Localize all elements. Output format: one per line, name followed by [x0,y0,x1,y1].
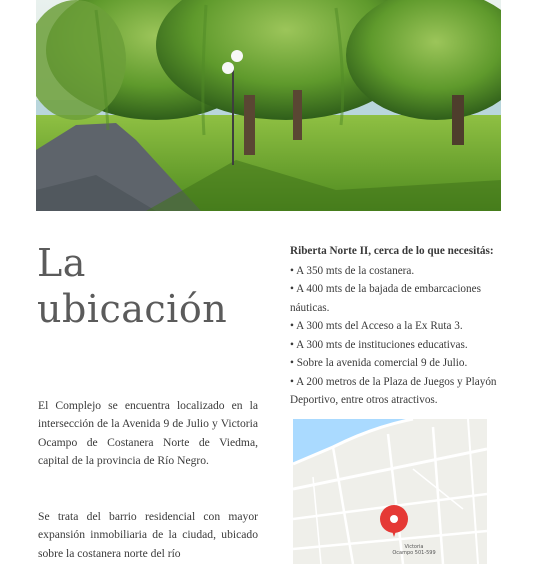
neighborhood-paragraph: Se trata del barrio residencial con mayor expansión inmobiliaria de la ciudad, ubicado sobre la costanera norte del río [38,510,258,560]
heading-line-1: La [37,241,86,285]
list-item: • Sobre la avenida comercial 9 de Julio. [290,357,468,369]
list-item: • A 400 mts de la bajada de embarcaciones náuticas. [290,283,481,314]
list-item: • A 300 mts del Acceso a la Ex Ruta 3. [290,320,463,332]
location-paragraph: El Complejo se encuentra localizado en la intersección de la Avenida 9 de Julio y Victoria Ocampo de Costanera Norte de Viedma, capital de la provincia de Río Negro. [38,399,258,468]
nearby-list [290,262,520,410]
nearby-title: Riberta Norte II, cerca de lo que necesitás: [290,245,494,257]
map-pin-label [379,544,449,556]
section-heading [37,240,227,332]
map-pin-label-line-2: Ocampo 501-599 [392,550,436,556]
list-item: • A 350 mts de la costanera. [290,264,415,277]
park-illustration [36,0,501,211]
map-pin-label-line-1: Victoria [404,544,424,550]
heading-line-2: ubicación [37,287,228,331]
nearby-list-section [290,242,520,410]
location-map[interactable] [293,419,487,564]
park-photo [36,0,501,211]
list-item: • A 200 metros de la Plaza de Juegos y Playón Deportivo, entre otros atractivos. [290,375,497,406]
map-illustration [293,419,487,564]
list-item: • A 300 mts de instituciones educativas. [290,338,468,351]
